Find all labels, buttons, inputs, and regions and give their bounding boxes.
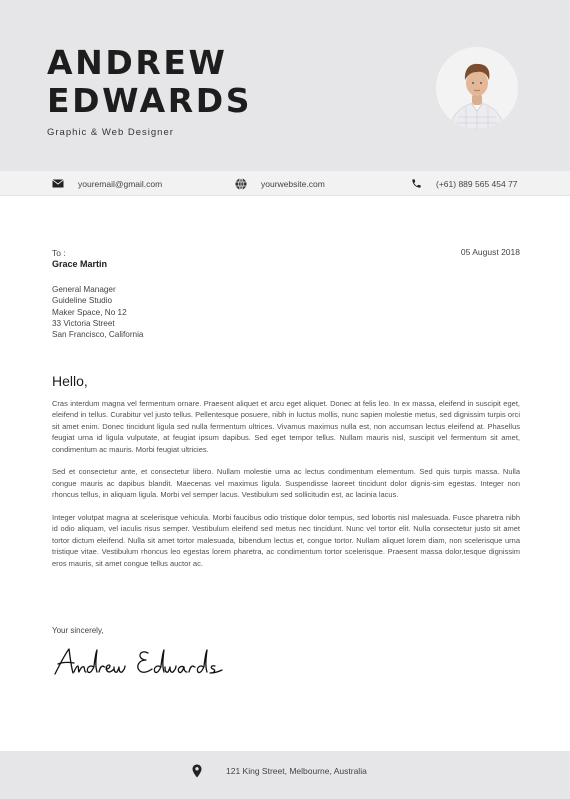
applicant-name bbox=[47, 44, 252, 120]
location-pin-icon bbox=[192, 764, 202, 778]
address-line: General Manager bbox=[52, 285, 116, 294]
first-name: ANDREW bbox=[47, 43, 228, 82]
signature-icon bbox=[52, 642, 242, 682]
profile-photo bbox=[436, 47, 518, 129]
contact-phone[interactable] bbox=[411, 171, 518, 196]
job-title: Graphic & Web Designer bbox=[47, 127, 174, 138]
footer bbox=[0, 751, 570, 799]
address-line: San Francisco, California bbox=[52, 330, 144, 340]
phone-icon bbox=[411, 178, 422, 189]
envelope-icon bbox=[52, 179, 64, 188]
footer-address bbox=[192, 751, 367, 791]
globe-icon bbox=[235, 178, 247, 190]
website-text: yourwebsite.com bbox=[261, 178, 325, 189]
contact-bar bbox=[0, 171, 570, 196]
person-portrait-icon bbox=[436, 47, 518, 129]
last-name: EDWARDS bbox=[47, 81, 253, 120]
greeting: Hello, bbox=[52, 373, 88, 389]
letter-date: 05 August 2018 bbox=[460, 247, 520, 257]
closing: Your sincerely, bbox=[52, 626, 104, 635]
letter-body bbox=[52, 398, 520, 580]
phone-text: (+61) 889 565 454 77 bbox=[436, 178, 518, 189]
address-line: Guideline Studio bbox=[52, 296, 113, 306]
recipient-address bbox=[52, 284, 143, 340]
address-text: 121 King Street, Melbourne, Australia bbox=[226, 766, 367, 776]
recipient-name: Grace Martin bbox=[52, 259, 108, 269]
paragraph: Cras interdum magna vel fermentum ornare. Praesent aliquet et arcu eget aliquet. Donec at felis leo. In ex massa, eleifend in suscipit eget, eleifend in tellus. Curabitur vel justo tellus. Pellentesque posuere, nibh in luctus mollis, nunc sapien molestie metus, sed dignissim turpis orci sit amet enim. Donec tincidunt ligula sed nulla fermentum ultrices. Vivamus maximus nulla est, non accumsan lectus eleifend at. Phasellus feugiat urna id ligula vulputate, at feugiat ipsum dapibus. Sed eget tempor tellus. Nullam mauris nisl, suscipit vel fermentum sit amet, condimentum ac mauris. Morbi feugiat ultricies. bbox=[52, 399, 520, 454]
paragraph: Integer volutpat magna at scelerisque vehicula. Morbi faucibus odio tristique dolor tempus, sed lobortis nisl malesuada. Fusce pharetra nibh id odio aliquam, vel iaculis risus semper. Vestibulum eleifend sed metus nec tincidunt. Nunc vel tortor elit. Nulla consectetur justo sit amet tortor dictum eleifend. Nulla sit amet tortor malesuada, bibendum lectus et, congue tortor. Nullam aliquet lorem diam, non scelerisque urna tristique vitae. Vestibulum rhoncus leo egestas lorem pharetra, ac condimentum tortor scelerisque. Praesent massa dolor,tesque dignissim eros mauris, sit amet congue tellus auctor ac. bbox=[52, 513, 520, 568]
contact-email[interactable] bbox=[52, 171, 162, 196]
contact-website[interactable] bbox=[235, 171, 325, 196]
header bbox=[0, 0, 570, 171]
address-line: 33 Victoria Street bbox=[52, 318, 115, 328]
email-text: youremail@gmail.com bbox=[78, 178, 163, 189]
paragraph: Sed et consectetur ante, et consectetur libero. Nullam molestie urna ac lectus condimentum elementum. Sed quis turpis massa. Nulla congue mauris ac dapibus blandit. Maecenas vel maximus ligula. Suspendisse laoreet tincidunt dolor dignis-sim egestas. Integer non rhoncus tellus, in aliquam ligula. Morbi vel semper lacus. Vestibulum sed sollicitudin est, ac lacinia lacus. bbox=[52, 467, 520, 500]
address-line: Maker Space, No 12 bbox=[52, 307, 127, 317]
to-label: To : bbox=[52, 248, 66, 258]
